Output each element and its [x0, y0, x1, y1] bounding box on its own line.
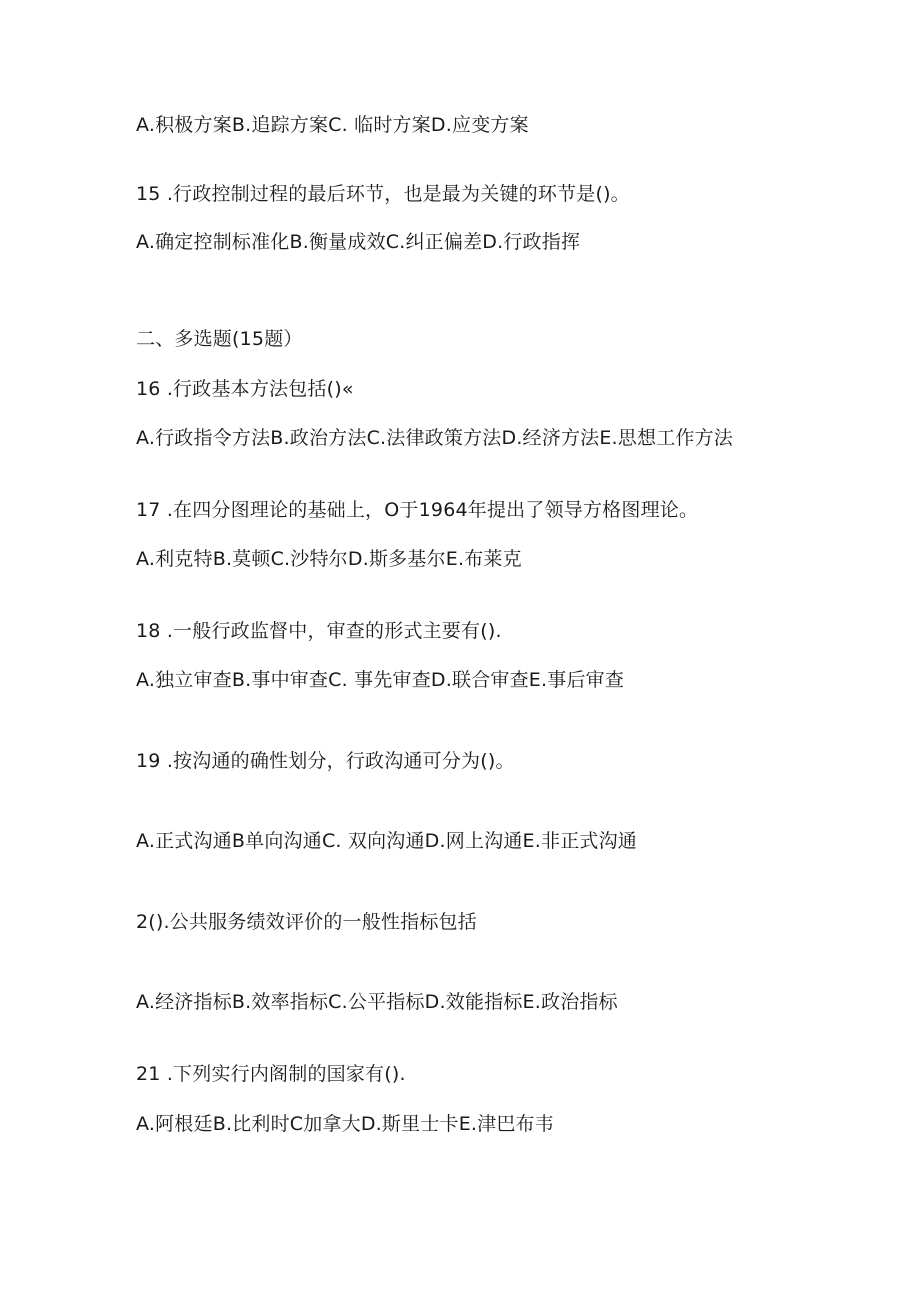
q19-question: 19 .按沟通的确性划分，行政沟通可分为()。 [136, 750, 515, 772]
q16-question: 16 .行政基本方法包括()« [136, 378, 354, 400]
section-heading-multiple-choice: 二、多选题(15题） [136, 328, 303, 350]
q18-options: A.独立审查B.事中审查C. 事先审查D.联合审查E.事后审查 [136, 669, 625, 691]
q14-options: A.积极方案B.追踪方案C. 临时方案D.应变方案 [136, 114, 529, 136]
q20-question: 2().公共服务绩效评价的一般性指标包括 [136, 911, 477, 933]
q19-options: A.正式沟通B单向沟通C. 双向沟通D.网上沟通E.非正式沟通 [136, 830, 637, 852]
q16-options: A.行政指令方法B.政治方法C.法律政策方法D.经济方法E.思想工作方法 [136, 427, 733, 449]
q18-question: 18 .一般行政监督中，审查的形式主要有(). [136, 620, 502, 642]
q15-options: A.确定控制标准化B.衡量成效C.纠正偏差D.行政指挥 [136, 231, 581, 253]
q21-options: A.阿根廷B.比利时C加拿大D.斯里士卡E.津巴布韦 [136, 1113, 554, 1135]
q17-question: 17 .在四分图理论的基础上，O于1964年提出了领导方格图理论。 [136, 499, 699, 521]
q20-options: A.经济指标B.效率指标C.公平指标D.效能指标E.政治指标 [136, 991, 618, 1013]
q17-options: A.利克特B.莫顿C.沙特尔D.斯多基尔E.布莱克 [136, 548, 522, 570]
q21-question: 21 .下列实行内阁制的国家有(). [136, 1063, 406, 1085]
q15-question: 15 .行政控制过程的最后环节，也是最为关键的环节是()。 [136, 183, 630, 205]
